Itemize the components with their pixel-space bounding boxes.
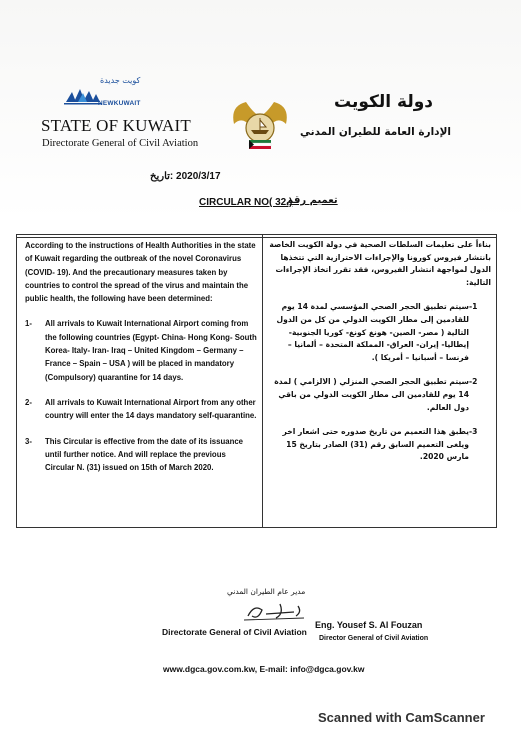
arabic-item [269,301,491,364]
footer-contact-links: www.dgca.gov.com.kw, E-mail: info@dgca.gov.kw [163,664,365,674]
arabic-item-text: يطبق هذا التعميم من تاريخ صدوره حتى اشعار اخر ويلغى التعميم السابق رقم (31) الصادر بتاريخ 15 مارس 2020. [282,427,469,462]
arabic-intro: بناءاً على تعليمات السلطات الصحية في دولة الكويت الخاصة بانتشار فيروس كورونا والإجراءات الاحترازية التي تتخذها الدول لمواجهة انتشار الفيروس، فقد تقرر اتخاذ الإجراءات التالية: [269,240,491,287]
english-item-number: 3- [25,436,32,446]
arabic-item-number: -1 [469,302,478,312]
signatory-title-en: Director General of Civil Aviation [319,635,429,642]
kuwait-emblem-icon [228,96,292,156]
english-column [25,239,257,474]
circular-number-ar: تعميم رقم [286,195,338,206]
english-item [25,435,257,475]
newkuwait-arabic-text: كويت جديدة [100,76,141,85]
english-item [25,396,257,423]
table-column-divider [262,235,263,527]
state-title-en: STATE OF KUWAIT [41,116,191,135]
dgca-title-en: Directorate General of Civil Aviation [42,138,199,149]
arabic-item-number: -3 [469,427,478,437]
table-top-rule [17,237,496,238]
english-item-text: All arrivals to Kuwait International Airport coming from the following countries (Egypt- China- Hong Kong- South Korea- Italy- Iran- Iraq – United Kingdom – Germany – France – Spain – USA ) will be placed in mandatory (Compulsory) quarantine for 14 days. [45,319,257,382]
signatory-name: Eng. Yousef S. Al Fouzan [315,620,423,630]
arabic-item [269,376,491,414]
dgca-title-ar: الإدارة العامة للطيران المدني [300,126,451,138]
handwritten-signature [240,596,310,626]
arabic-item-text: سيتم تطبيق الحجر الصحي المنزلي ( الالزامي ) لمدة 14 يوم للقادمين الى مطار الكويت الدولي من باقي دول العالم. [274,377,469,412]
circular-table [16,234,497,528]
scanner-watermark: Scanned with CamScanner [318,710,485,725]
english-intro: According to the instructions of Health Authorities in the state of Kuwait regarding the outbreak of the novel Coronavirus (COVID- 19). And the precautionary measures taken by countries to control the spread of the virus and maintain the public health, the following have been determined: [25,241,256,304]
english-item [25,317,257,383]
arabic-item [269,426,491,464]
signatory-department: Directorate General of Civil Aviation [162,627,307,637]
arabic-item-number: -2 [469,377,478,387]
english-item-number: 2- [25,397,32,407]
circular-number-en: CIRCULAR NO( 32 ) [199,197,293,208]
arabic-item-text: سيتم تطبيق الحجر الصحي المؤسسي لمدة 14 يوم للقادمين إلى مطار الكويت الدولي من كل من الدول التالية ( مصر- الصين- هونغ كونغ- كوريا الجنوبية- إيطاليا- إيران- العراق- المملكة المتحدة – ألمانيا – فرنسا – أسبانيا – أمريكا ). [276,302,469,362]
document-date: 2020/3/17 :تاريخ [150,171,221,182]
english-item-text: All arrivals to Kuwait International Airport from any other country will enter the 14 days mandatory self-quarantine. [45,397,257,421]
english-item-number: 1- [25,319,32,329]
newkuwait-latin-text: NEWKUWAIT [98,100,141,107]
english-item-text: This Circular is effective from the date of its issuance until further notice. And will replace the previous Circular N. (31) issued on 15th of March 2020. [45,436,244,473]
signatory-title-ar: مدير عام الطيران المدني [227,587,306,596]
state-title-ar: دولة الكويت [333,92,433,112]
arabic-column [269,239,491,464]
